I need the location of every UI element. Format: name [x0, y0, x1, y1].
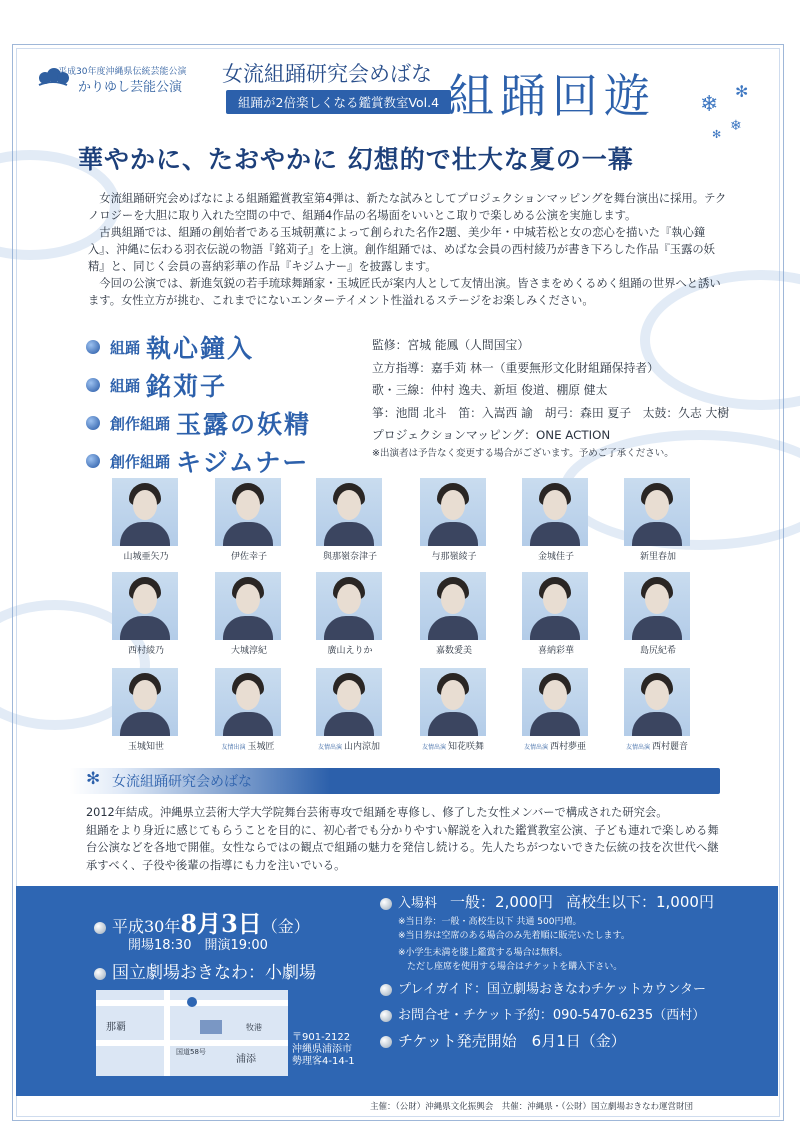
intro-text: [88, 190, 728, 309]
performer-photo: [624, 572, 690, 640]
sponsors: 主催：（公財）沖縄県文化振興会 共催：沖縄県・（公財）国立劇場おきなわ運営財団: [370, 1102, 694, 1112]
performer-role: 友情出演: [625, 744, 650, 751]
performer-name-text: 新里春加: [639, 552, 676, 562]
performer-card: [522, 478, 588, 562]
price-label: 入場料: [398, 896, 438, 911]
price-note: ※小学生未満を膝上鑑賞する場合は無料。: [398, 948, 568, 958]
performer-name-text: 喜納彩華: [537, 646, 574, 656]
performer-card: [112, 572, 178, 656]
performer-card: [420, 668, 486, 752]
map-label-naha: 那覇: [106, 1022, 126, 1033]
performer-name-text: 大城淳紀: [230, 646, 267, 656]
performer-name: [522, 549, 588, 562]
performer-name: [316, 739, 382, 752]
map-label-route58: 国道58号: [176, 1048, 206, 1056]
performer-role: 友情出演: [523, 744, 548, 751]
program-item: [86, 366, 311, 404]
performer-photo: [112, 572, 178, 640]
logo-title: かりゆし芸能公演: [78, 80, 183, 95]
series-title: 女流組踊研究会めばな: [222, 62, 432, 86]
snowflake-icon: ❄: [730, 118, 742, 134]
performer-name-text: 廣山えりか: [327, 646, 373, 656]
performer-card: [624, 572, 690, 656]
credits-note: ※出演者は予告なく変更する場合がございます。予めご了承ください。: [372, 447, 674, 459]
program-type: 組踊: [110, 376, 141, 395]
performer-name: [522, 643, 588, 656]
credit-line: 歌・三線：仲村 逸夫、新垣 俊道、棚原 健太: [372, 383, 608, 397]
price-note: ただし座席を使用する場合はチケットを購入下さい。: [398, 962, 623, 972]
performer-name: [522, 739, 588, 752]
performer-name-text: 山内涼加: [344, 742, 381, 752]
snowflake-icon: ❄: [700, 92, 719, 117]
performer-name-text: 知花咲舞: [448, 742, 485, 752]
performer-name: [316, 549, 382, 562]
flower-icon: ✻: [86, 769, 101, 789]
performer-name: [420, 549, 486, 562]
snowflake-icon: ✻: [735, 82, 749, 101]
performer-name: [112, 643, 178, 656]
intro-paragraph: 今回の公演では、新進気鋭の若手琉球舞踊家・玉城匠氏が案内人として友情出演。皆さまをめくるめく組踊の世界へと誘います。女性立方が挑む、これまでにないエンターテイメント性溢れるステージをお楽しみください。: [88, 277, 721, 307]
tagline: 華やかに、たおやかに 幻想的で壮大な夏の一幕: [78, 145, 634, 174]
performer-photo: [215, 668, 281, 736]
performer-card: [112, 668, 178, 752]
performer-name: [215, 643, 281, 656]
performer-name-text: 伊佐幸子: [230, 552, 267, 562]
performer-name-text: 島尻紀希: [639, 646, 676, 656]
program-item: [86, 328, 311, 366]
ticket-sale-text: チケット発売開始 6月1日（金）: [398, 1032, 626, 1050]
performer-name-text: 玉城匠: [247, 742, 275, 752]
group-paragraph: 2012年結成。沖縄県立芸術大学大学院舞台芸術専攻で組踊を専修し、修了した女性メンバーで構成された研究会。: [86, 806, 668, 819]
performer-name-text: 与那嶺綾子: [431, 552, 477, 562]
venue-name: 国立劇場おきなわ：小劇場: [112, 963, 316, 983]
venue: [94, 958, 316, 983]
performer-card: [316, 668, 382, 752]
performer-name-text: 西村夢亜: [550, 742, 587, 752]
ticket-sale: [380, 1030, 626, 1051]
performer-name-text: 西村麗音: [652, 742, 689, 752]
program-list: [86, 328, 311, 480]
price-note: ※当日券は空席のある場合のみ先着順に販売いたします。: [398, 931, 630, 941]
performer-name-text: 玉城知世: [127, 742, 164, 752]
access-map: [96, 990, 288, 1076]
performer-name: [420, 739, 486, 752]
address-line: 〒901-2122: [292, 1032, 351, 1043]
performer-card: [624, 478, 690, 562]
program-name: キジムナー: [176, 448, 310, 477]
performer-role: 友情出演: [317, 744, 342, 751]
credits: [372, 334, 729, 461]
performer-role: 友情出演: [421, 744, 446, 751]
performer-photo: [624, 478, 690, 546]
program-item: [86, 442, 311, 480]
performer-name-text: 金城佳子: [537, 552, 574, 562]
bullet-icon: [380, 984, 392, 996]
performer-card: [112, 478, 178, 562]
date-month-day: 8月3日: [180, 909, 262, 938]
address-line: 沖縄県浦添市: [292, 1044, 352, 1055]
performer-photo: [215, 572, 281, 640]
performer-name: [316, 643, 382, 656]
performer-card: [624, 668, 690, 752]
performer-photo: [420, 478, 486, 546]
bullet-icon: [86, 378, 100, 392]
performer-name: [112, 739, 178, 752]
performer-card: [316, 478, 382, 562]
address-line: 勢理客4-14-1: [292, 1056, 355, 1067]
performer-card: [215, 572, 281, 656]
bullet-icon: [380, 1010, 392, 1022]
map-label-urasoe: 浦添: [236, 1054, 256, 1065]
bullet-icon: [86, 340, 100, 354]
playguide: [380, 978, 706, 997]
bullet-icon: [380, 898, 392, 910]
performer-card: [215, 668, 281, 752]
performer-photo: [522, 478, 588, 546]
group-title: 女流組踊研究会めばな: [112, 774, 252, 790]
price-line: [380, 891, 714, 912]
performer-photo: [522, 668, 588, 736]
program-item: [86, 404, 311, 442]
contact: [380, 1004, 705, 1023]
main-title: 組踊回遊: [448, 69, 656, 123]
bullet-icon: [86, 416, 100, 430]
performer-card: [316, 572, 382, 656]
performer-name: [112, 549, 178, 562]
group-description: [86, 804, 726, 874]
price-note: ※当日券：一般・高校生以下 共通 500円増。: [398, 917, 582, 927]
performer-photo: [316, 572, 382, 640]
performer-card: [522, 572, 588, 656]
credit-line: 箏：池間 北斗 笛：入嵩西 諭 胡弓：森田 夏子 太鼓：久志 大樹: [372, 405, 730, 420]
event-times: [128, 934, 268, 953]
performer-name: [215, 549, 281, 562]
performer-name-text: 西村綾乃: [127, 646, 164, 656]
program-type: 組踊: [110, 338, 141, 357]
program-name: 玉露の妖精: [176, 410, 312, 439]
ticket-info: [374, 886, 778, 1096]
performer-name: [420, 643, 486, 656]
program-name: 執心鐘入: [146, 334, 255, 363]
open-time: 開場18:30: [128, 938, 192, 953]
contact-text: お問合せ・チケット予約：090-5470-6235（西村）: [398, 1008, 706, 1023]
intro-paragraph: 古典組踊では、組踊の創始者である玉城朝薫によって創られた名作2題、美少年・中城若松と女の恋心を描いた『執心鐘入』、沖縄に伝わる羽衣伝説の物語『銘苅子』を上演。創作組踊では、めばな会員の西村綾乃が書き下ろした作品『玉露の妖精』と、同じく会員の喜納彩華の作品『キジムナー』を披露します。: [88, 226, 715, 273]
program-type: 創作組踊: [110, 452, 171, 471]
program-type: 創作組踊: [110, 414, 171, 433]
performer-photo: [112, 668, 178, 736]
playguide-text: プレイガイド：国立劇場おきなわチケットカウンター: [398, 982, 706, 997]
performer-name: [624, 739, 690, 752]
performer-name: [624, 549, 690, 562]
bullet-icon: [94, 922, 106, 934]
intro-paragraph: 女流組踊研究会めばなによる組踊鑑賞教室第4弾は、新たな試みとしてプロジェクションマッピングを舞台演出に採用。テクノロジーを大胆に取り入れた空間の中で、組踊4作品の名場面をいいとこ取りで楽しめる公演を実施します。: [88, 192, 727, 222]
logo-subtitle: 平成30年度沖縄県伝統芸能公演: [58, 67, 187, 77]
bullet-icon: [86, 454, 100, 468]
performer-card: [522, 668, 588, 752]
bullet-icon: [94, 968, 106, 980]
performer-name-text: 嘉数愛美: [435, 646, 472, 656]
performer-photo: [624, 668, 690, 736]
performer-card: [420, 478, 486, 562]
performer-card: [420, 572, 486, 656]
subtitle-badge: 組踊が2倍楽しくなる鑑賞教室Vol.4: [226, 90, 451, 114]
price-general: 一般：2,000円: [450, 893, 553, 911]
performer-photo: [316, 478, 382, 546]
price-student: 高校生以下：1,000円: [566, 893, 714, 911]
snowflake-icon: ✻: [712, 128, 722, 141]
performer-name: [215, 739, 281, 752]
date-era: 平成30年: [112, 917, 181, 936]
performer-role: 友情出演: [221, 744, 246, 751]
credit-line: 監修：宮城 能鳳（人間国宝）: [372, 338, 530, 352]
performer-card: [215, 478, 281, 562]
performer-photo: [420, 668, 486, 736]
start-time: 開演19:00: [204, 938, 268, 953]
performer-photo: [316, 668, 382, 736]
program-name: 銘苅子: [146, 372, 228, 401]
performer-photo: [420, 572, 486, 640]
performer-name: [624, 643, 690, 656]
bullet-icon: [380, 1036, 392, 1048]
map-label-makiminato: 牧港: [246, 1023, 262, 1032]
group-paragraph: 組踊をより身近に感じてもらうことを目的に、初心者でも分かりやすい解説を入れた鑑賞教室公演、子ども連れで楽しめる舞台公演などを各地で開催。女性ならではの観点で組踊の魅力を発信し続ける。先人たちがつないできた伝統の技を次世代へ継承すべく、子役や後輩の指導にも力を注いでいる。: [86, 823, 719, 872]
credit-line: 立方指導：嘉手苅 林一（重要無形文化財組踊保持者）: [372, 360, 659, 375]
performer-photo: [215, 478, 281, 546]
credit-line: プロジェクションマッピング：ONE ACTION: [372, 428, 611, 442]
performer-photo: [522, 572, 588, 640]
performer-photo: [112, 478, 178, 546]
performer-name-text: 山城亜矢乃: [123, 552, 169, 562]
date-weekday: （金）: [261, 917, 310, 936]
performer-name-text: 與那嶺奈津子: [322, 552, 377, 562]
venue-address: [292, 1032, 355, 1068]
